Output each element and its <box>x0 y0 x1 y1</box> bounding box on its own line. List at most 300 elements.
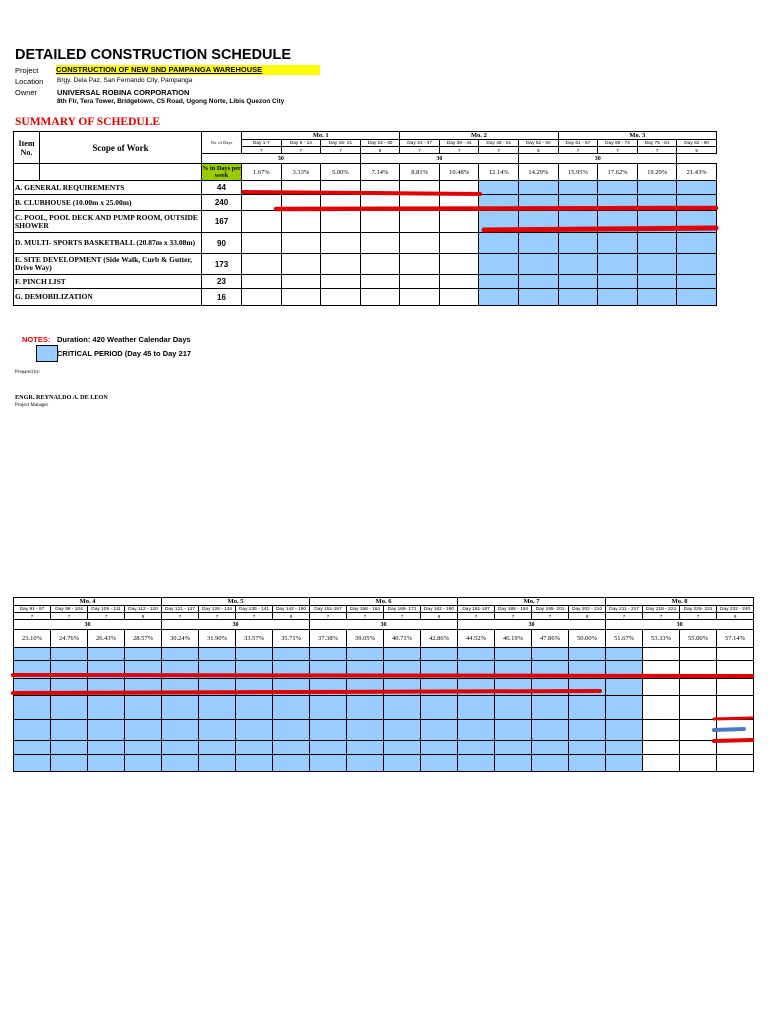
schedule-cell <box>643 661 680 679</box>
day-range-header: Day 82 - 90 <box>677 140 717 147</box>
schedule-cell <box>310 696 347 720</box>
day-range-header: Day 75 - 81 <box>637 140 677 147</box>
task-days: 240 <box>202 195 242 211</box>
schedule-cell <box>347 720 384 741</box>
schedule-cell <box>458 755 495 772</box>
day-range-header: Day 31 - 37 <box>400 140 440 147</box>
schedule-cell <box>532 661 569 679</box>
no-days-header: No. of Days <box>202 132 242 154</box>
scope-header: Scope of Work <box>40 132 202 164</box>
schedule-cell <box>162 661 199 679</box>
schedule-cell <box>479 254 519 275</box>
schedule-cell <box>598 275 638 289</box>
task-label: D. MULTI- SPORTS BASKETBALL (20.87m x 33.08m) <box>14 233 202 254</box>
task-days: 90 <box>202 233 242 254</box>
cumulative-pct: 15.95% <box>558 164 598 181</box>
schedule-cell <box>439 233 479 254</box>
schedule-cell <box>643 741 680 755</box>
schedule-cell <box>310 741 347 755</box>
schedule-cell <box>637 195 677 211</box>
day-range-header: Day 181-187 <box>458 606 495 613</box>
schedule-cell <box>51 720 88 741</box>
week-days-count: 7 <box>598 147 638 154</box>
schedule-cell <box>199 648 236 661</box>
schedule-cell <box>51 648 88 661</box>
schedule-cell <box>14 679 51 696</box>
task-row <box>14 661 754 679</box>
schedule-cell <box>458 648 495 661</box>
schedule-cell <box>458 661 495 679</box>
day-range-header: Day 225- 231 <box>680 606 717 613</box>
schedule-cell <box>125 661 162 679</box>
cumulative-pct: 51.67% <box>606 630 643 648</box>
schedule-cell <box>495 679 532 696</box>
schedule-cell <box>236 661 273 679</box>
owner-value: UNIVERSAL ROBINA CORPORATION <box>57 88 190 97</box>
schedule-cell <box>162 696 199 720</box>
day-range-header: Day 142 - 150 <box>273 606 310 613</box>
schedule-cell <box>125 679 162 696</box>
task-row <box>14 275 717 289</box>
signatory-position: Project Manager <box>15 403 49 408</box>
schedule-cell <box>637 275 677 289</box>
schedule-cell <box>677 181 717 195</box>
schedule-cell <box>637 254 677 275</box>
schedule-cell <box>321 195 361 211</box>
cumulative-pct: 17.62% <box>598 164 638 181</box>
schedule-cell <box>606 679 643 696</box>
day-range-header: Day 135 - 141 <box>236 606 273 613</box>
schedule-cell <box>519 289 559 306</box>
critical-period-swatch <box>36 345 58 362</box>
cumulative-pct: 8.81% <box>400 164 440 181</box>
blank-cell <box>40 164 202 181</box>
schedule-cell <box>598 181 638 195</box>
schedule-cell <box>236 679 273 696</box>
schedule-cell <box>400 233 440 254</box>
schedule-cell <box>519 275 559 289</box>
month-days-total: 30 <box>162 620 310 630</box>
month-days-total: 30 <box>519 154 677 164</box>
schedule-cell <box>495 741 532 755</box>
schedule-cell <box>479 275 519 289</box>
schedule-cell <box>519 233 559 254</box>
schedule-cell <box>458 679 495 696</box>
schedule-cell <box>680 648 717 661</box>
task-row <box>14 289 717 306</box>
week-days-count: 7 <box>162 613 199 620</box>
schedule-cell <box>14 741 51 755</box>
schedule-cell <box>273 755 310 772</box>
schedule-cell <box>606 720 643 741</box>
schedule-cell <box>400 275 440 289</box>
schedule-cell <box>717 648 754 661</box>
schedule-cell <box>360 254 400 275</box>
schedule-cell <box>162 648 199 661</box>
week-days-count: 7 <box>495 613 532 620</box>
summary-heading: SUMMARY OF SCHEDULE <box>15 116 161 128</box>
week-days-count: 7 <box>400 147 440 154</box>
schedule-cell <box>643 648 680 661</box>
schedule-cell <box>400 211 440 233</box>
schedule-cell <box>360 211 400 233</box>
month-days-total: 30 <box>360 154 518 164</box>
cumulative-pct: 12.14% <box>479 164 519 181</box>
schedule-cell <box>558 233 598 254</box>
month-header: Mo. 8 <box>606 598 754 606</box>
task-days: 173 <box>202 254 242 275</box>
schedule-cell <box>321 181 361 195</box>
month-days-total: 30 <box>202 154 361 164</box>
day-range-header: Day 232 - 240 <box>717 606 754 613</box>
schedule-cell <box>242 181 282 195</box>
schedule-cell <box>495 755 532 772</box>
week-days-count: 7 <box>310 613 347 620</box>
schedule-cell <box>558 254 598 275</box>
cumulative-pct: 46.19% <box>495 630 532 648</box>
week-days-count: 7 <box>606 613 643 620</box>
project-label: Project <box>15 66 39 75</box>
schedule-cell <box>643 755 680 772</box>
schedule-cell <box>598 211 638 233</box>
cumulative-pct: 3.33% <box>281 164 321 181</box>
schedule-cell <box>14 720 51 741</box>
schedule-cell <box>384 648 421 661</box>
schedule-cell <box>637 233 677 254</box>
schedule-cell <box>88 696 125 720</box>
prepared-by-label: Prepared by: <box>15 370 41 375</box>
week-days-count: 7 <box>236 613 273 620</box>
schedule-cell <box>677 254 717 275</box>
schedule-cell <box>680 755 717 772</box>
schedule-cell <box>421 661 458 679</box>
cumulative-pct: 24.76% <box>51 630 88 648</box>
schedule-cell <box>321 275 361 289</box>
schedule-cell <box>360 233 400 254</box>
schedule-cell <box>717 679 754 696</box>
schedule-cell <box>88 679 125 696</box>
schedule-cell <box>495 696 532 720</box>
month-days-total: 30 <box>310 620 458 630</box>
task-label: B. CLUBHOUSE (10.00m x 25.00m) <box>14 195 202 211</box>
week-days-count: 7 <box>439 147 479 154</box>
schedule-cell <box>677 195 717 211</box>
task-row <box>14 181 717 195</box>
schedule-cell <box>680 679 717 696</box>
cumulative-pct: 5.00% <box>321 164 361 181</box>
month-days-total: 30 <box>458 620 606 630</box>
schedule-cell <box>310 661 347 679</box>
schedule-cell <box>458 741 495 755</box>
cumulative-pct: 33.57% <box>236 630 273 648</box>
schedule-cell <box>479 195 519 211</box>
task-label: F. PINCH LIST <box>14 275 202 289</box>
schedule-cell <box>717 696 754 720</box>
schedule-cell <box>495 661 532 679</box>
week-days-count: 7 <box>637 147 677 154</box>
day-range-header: Day 68 - 74 <box>598 140 638 147</box>
cumulative-pct: 30.24% <box>162 630 199 648</box>
schedule-cell <box>606 648 643 661</box>
schedule-cell <box>347 661 384 679</box>
schedule-cell <box>439 181 479 195</box>
cumulative-pct: 35.71% <box>273 630 310 648</box>
month-header: Mo. 2 <box>400 132 558 140</box>
schedule-cell <box>680 696 717 720</box>
schedule-cell <box>598 289 638 306</box>
day-range-header: Day 61 - 67 <box>558 140 598 147</box>
day-range-header: Day 151-157 <box>310 606 347 613</box>
schedule-cell <box>51 741 88 755</box>
schedule-cell <box>360 181 400 195</box>
schedule-cell <box>281 275 321 289</box>
schedule-table-part1 <box>13 131 717 306</box>
schedule-cell <box>321 254 361 275</box>
schedule-cell <box>717 661 754 679</box>
schedule-cell <box>532 755 569 772</box>
owner-address: 8th Flr, Tera Tower, Bridgetown, C5 Road, Ugong Norte, Libis Quezon City <box>57 98 285 105</box>
schedule-cell <box>347 679 384 696</box>
schedule-cell <box>569 661 606 679</box>
day-range-header: Day 22 - 30 <box>360 140 400 147</box>
cumulative-pct: 14.29% <box>519 164 559 181</box>
notes-duration: Duration: 420 Weather Calendar Days <box>57 335 191 344</box>
cumulative-pct: 50.00% <box>569 630 606 648</box>
schedule-cell <box>347 741 384 755</box>
schedule-cell <box>677 289 717 306</box>
schedule-cell <box>532 696 569 720</box>
schedule-cell <box>360 289 400 306</box>
schedule-cell <box>532 648 569 661</box>
day-range-header: Day 15- 21 <box>321 140 361 147</box>
week-days-count: 7 <box>51 613 88 620</box>
day-range-header: Day 52 - 60 <box>519 140 559 147</box>
schedule-cell <box>558 289 598 306</box>
schedule-cell <box>717 720 754 741</box>
schedule-cell <box>310 648 347 661</box>
schedule-cell <box>558 195 598 211</box>
schedule-cell <box>569 696 606 720</box>
schedule-cell <box>421 648 458 661</box>
schedule-cell <box>495 648 532 661</box>
week-days-count: 9 <box>421 613 458 620</box>
schedule-cell <box>162 741 199 755</box>
week-days-count: 7 <box>14 613 51 620</box>
schedule-cell <box>479 289 519 306</box>
cumulative-pct: 23.10% <box>14 630 51 648</box>
day-range-header: Day 98 - 104 <box>51 606 88 613</box>
schedule-cell <box>236 755 273 772</box>
schedule-cell <box>458 696 495 720</box>
schedule-cell <box>236 741 273 755</box>
week-days-count: 9 <box>125 613 162 620</box>
day-range-header: Day 195- 201 <box>532 606 569 613</box>
month-header: Mo. 3 <box>558 132 716 140</box>
schedule-cell <box>439 275 479 289</box>
schedule-cell <box>717 755 754 772</box>
project-value: CONSTRUCTION OF NEW SND PAMPANGA WAREHOUSE <box>56 65 320 75</box>
week-days-count: 7 <box>242 147 282 154</box>
day-range-header: Day 162 - 180 <box>421 606 458 613</box>
schedule-cell <box>162 679 199 696</box>
schedule-cell <box>199 741 236 755</box>
day-range-header: Day 211 - 217 <box>606 606 643 613</box>
schedule-cell <box>606 755 643 772</box>
schedule-cell <box>347 696 384 720</box>
page-title: DETAILED CONSTRUCTION SCHEDULE <box>15 47 292 63</box>
schedule-cell <box>558 211 598 233</box>
cumulative-pct: 47.86% <box>532 630 569 648</box>
month-header: Mo. 6 <box>310 598 458 606</box>
schedule-cell <box>421 755 458 772</box>
task-label: C. POOL, POOL DECK AND PUMP ROOM, OUTSIDE SHOWER <box>14 211 202 233</box>
week-days-count: 7 <box>321 147 361 154</box>
schedule-cell <box>479 181 519 195</box>
schedule-cell <box>598 233 638 254</box>
cumulative-pct: 42.86% <box>421 630 458 648</box>
cumulative-pct: 19.29% <box>637 164 677 181</box>
schedule-cell <box>569 755 606 772</box>
cumulative-pct: 40.71% <box>384 630 421 648</box>
pct-days-header: % in Days per week <box>202 165 241 179</box>
schedule-cell <box>519 211 559 233</box>
schedule-cell <box>88 648 125 661</box>
schedule-cell <box>384 679 421 696</box>
cumulative-pct: 39.05% <box>347 630 384 648</box>
schedule-cell <box>14 661 51 679</box>
signatory-name: ENGR. REYNALDO A. DE LEON <box>15 394 108 401</box>
schedule-cell <box>421 741 458 755</box>
schedule-cell <box>347 648 384 661</box>
schedule-cell <box>125 648 162 661</box>
location-label: Location <box>15 77 44 86</box>
schedule-cell <box>236 696 273 720</box>
schedule-cell <box>439 211 479 233</box>
schedule-cell <box>199 696 236 720</box>
task-days: 23 <box>202 275 242 289</box>
schedule-cell <box>321 289 361 306</box>
schedule-cell <box>569 741 606 755</box>
schedule-cell <box>360 275 400 289</box>
schedule-cell <box>384 741 421 755</box>
week-days-count: 7 <box>281 147 321 154</box>
week-days-count: 9 <box>273 613 310 620</box>
schedule-cell <box>421 696 458 720</box>
schedule-cell <box>51 755 88 772</box>
day-range-header: Day 105 - 111 <box>88 606 125 613</box>
notes-label: NOTES: <box>22 335 51 344</box>
schedule-cell <box>281 289 321 306</box>
week-days-count: 7 <box>532 613 569 620</box>
task-row <box>14 195 717 211</box>
schedule-cell <box>321 233 361 254</box>
schedule-cell <box>400 195 440 211</box>
task-row <box>14 679 754 696</box>
schedule-cell <box>421 679 458 696</box>
schedule-cell <box>569 720 606 741</box>
schedule-cell <box>281 211 321 233</box>
day-range-header: Day 128 - 134 <box>199 606 236 613</box>
schedule-cell <box>569 648 606 661</box>
schedule-cell <box>236 720 273 741</box>
task-row <box>14 211 717 233</box>
month-header: Mo. 5 <box>162 598 310 606</box>
week-days-count: 7 <box>680 613 717 620</box>
week-days-count: 7 <box>199 613 236 620</box>
month-header: Mo. 4 <box>14 598 162 606</box>
schedule-cell <box>273 696 310 720</box>
schedule-cell <box>384 755 421 772</box>
task-days: 16 <box>202 289 242 306</box>
schedule-cell <box>384 720 421 741</box>
schedule-cell <box>273 720 310 741</box>
schedule-cell <box>281 181 321 195</box>
week-days-count: 9 <box>717 613 754 620</box>
schedule-cell <box>14 755 51 772</box>
day-range-header: Day 8 - 14 <box>281 140 321 147</box>
schedule-cell <box>125 755 162 772</box>
week-days-count: 9 <box>519 147 559 154</box>
schedule-cell <box>242 289 282 306</box>
cumulative-pct: 44.52% <box>458 630 495 648</box>
schedule-cell <box>281 195 321 211</box>
schedule-cell <box>384 661 421 679</box>
schedule-cell <box>125 696 162 720</box>
schedule-cell <box>125 741 162 755</box>
month-days-total: 30 <box>14 620 162 630</box>
schedule-cell <box>439 289 479 306</box>
schedule-cell <box>637 289 677 306</box>
day-range-header: Day 188 - 194 <box>495 606 532 613</box>
task-row <box>14 254 717 275</box>
schedule-cell <box>680 720 717 741</box>
schedule-cell <box>400 289 440 306</box>
schedule-cell <box>242 211 282 233</box>
schedule-cell <box>717 741 754 755</box>
schedule-cell <box>643 720 680 741</box>
schedule-cell <box>310 720 347 741</box>
task-row <box>14 741 754 755</box>
schedule-cell <box>569 679 606 696</box>
schedule-cell <box>606 696 643 720</box>
week-days-count: 9 <box>360 147 400 154</box>
schedule-cell <box>677 211 717 233</box>
schedule-cell <box>242 254 282 275</box>
schedule-cell <box>643 696 680 720</box>
schedule-cell <box>400 254 440 275</box>
schedule-cell <box>273 661 310 679</box>
schedule-cell <box>199 679 236 696</box>
schedule-cell <box>281 254 321 275</box>
schedule-table-part2 <box>13 597 754 772</box>
task-row <box>14 720 754 741</box>
schedule-cell <box>162 755 199 772</box>
day-range-header: Day 1-7 <box>242 140 282 147</box>
schedule-cell <box>680 741 717 755</box>
week-days-count: 9 <box>677 147 717 154</box>
schedule-cell <box>88 661 125 679</box>
day-range-header: Day 165- 171 <box>384 606 421 613</box>
schedule-cell <box>439 195 479 211</box>
location-value: Brgy. Dela Paz, San Fernando City, Pampanga <box>57 77 193 84</box>
day-range-header: Day 112 - 120 <box>125 606 162 613</box>
cumulative-pct: 26.43% <box>88 630 125 648</box>
schedule-cell <box>242 275 282 289</box>
schedule-cell <box>519 254 559 275</box>
schedule-cell <box>532 720 569 741</box>
day-range-header: Day 121 - 127 <box>162 606 199 613</box>
cumulative-pct: 28.57% <box>125 630 162 648</box>
